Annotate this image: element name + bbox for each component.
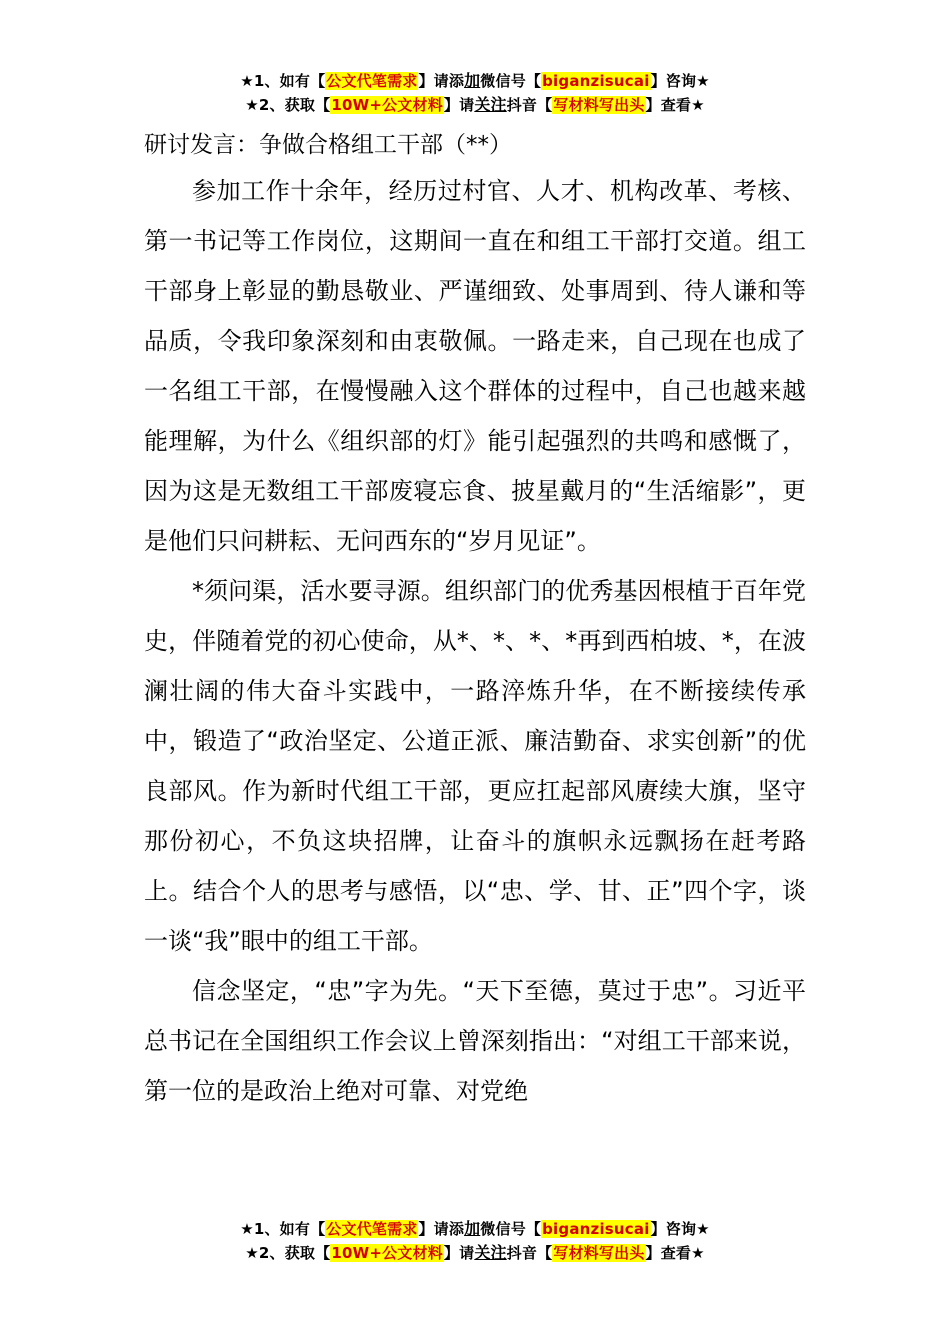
paragraph-loyalty: 信念坚定，“忠”字为先。“天下至德，莫过于忠”。习近平总书记在全国组织工作会议上曾深刻指出：“对组工干部来说，第一位的是政治上绝对可靠、对党绝 bbox=[144, 977, 806, 1105]
highlight-douyin-account: 写材料写出头 bbox=[553, 96, 645, 114]
banner-text: 抖音【 bbox=[506, 1244, 553, 1262]
banner-text: 】查看★ bbox=[645, 1244, 705, 1262]
banner-emphasis: 加 bbox=[464, 71, 481, 90]
banner-text: 】请添 bbox=[418, 1220, 465, 1238]
banner-text: ★2、获取【 bbox=[245, 96, 331, 114]
header-banner bbox=[0, 69, 950, 117]
banner-emphasis: 加 bbox=[464, 1219, 481, 1238]
banner-line-1 bbox=[0, 1217, 950, 1241]
banner-text: 】请 bbox=[443, 1244, 475, 1262]
highlight-service: 公文代笔需求 bbox=[326, 72, 418, 90]
banner-line-1 bbox=[0, 69, 950, 93]
highlight-service: 公文代笔需求 bbox=[326, 1220, 418, 1238]
paragraph-intro: 参加工作十余年，经历过村官、人才、机构改革、考核、第一书记等工作岗位，这期间一直在和组工干部打交道。组工干部身上彰显的勤恳敬业、严谨细致、处事周到、待人谦和等品质，令我印象深刻和由衷敬佩。一路走来，自己现在也成了一名组工干部，在慢慢融入这个群体的过程中，自己也越来越能理解，为什么《组织部的灯》能引起强烈的共鸣和感慨了，因为这是无数组工干部废寝忘食、披星戴月的“生活缩影”，更是他们只问耕耘、无问西东的“岁月见证”。 bbox=[144, 177, 806, 555]
highlight-wechat-id: biganzisucai bbox=[542, 72, 650, 90]
banner-text: ★1、如有【 bbox=[240, 1220, 326, 1238]
banner-emphasis: 关注 bbox=[474, 1243, 507, 1262]
banner-text: 微信号【 bbox=[480, 72, 542, 90]
highlight-wechat-id: biganzisucai bbox=[542, 1220, 650, 1238]
banner-text: 】咨询★ bbox=[650, 1220, 710, 1238]
banner-text: 微信号【 bbox=[480, 1220, 542, 1238]
banner-text: 】查看★ bbox=[645, 96, 705, 114]
banner-line-2 bbox=[0, 1241, 950, 1265]
banner-text: 】请 bbox=[443, 96, 475, 114]
footer-banner bbox=[0, 1217, 950, 1265]
highlight-materials: 10W+公文材料 bbox=[331, 96, 443, 114]
banner-line-2 bbox=[0, 93, 950, 117]
banner-text: 抖音【 bbox=[506, 96, 553, 114]
document-title: 研讨发言：争做合格组工干部（**） bbox=[144, 132, 512, 158]
highlight-materials: 10W+公文材料 bbox=[331, 1244, 443, 1262]
banner-text: ★2、获取【 bbox=[245, 1244, 331, 1262]
highlight-douyin-account: 写材料写出头 bbox=[553, 1244, 645, 1262]
banner-text: 】请添 bbox=[418, 72, 465, 90]
banner-text: ★1、如有【 bbox=[240, 72, 326, 90]
document-body bbox=[144, 124, 806, 1116]
paragraph-origin: *须问渠，活水要寻源。组织部门的优秀基因根植于百年党史，伴随着党的初心使命，从*、*、*、*再到西柏坡、*，在波澜壮阔的伟大奋斗实践中，一路淬炼升华，在不断接续传承中，锻造了“政治坚定、公道正派、廉洁勤奋、求实创新”的优良部风。作为新时代组工干部，更应扛起部风赓续大旗，坚守那份初心，不负这块招牌，让奋斗的旗帜永远飘扬在赶考路上。结合个人的思考与感悟，以“忠、学、甘、正”四个字，谈一谈“我”眼中的组工干部。 bbox=[144, 577, 806, 955]
banner-emphasis: 关注 bbox=[474, 95, 507, 114]
banner-text: 】咨询★ bbox=[650, 72, 710, 90]
